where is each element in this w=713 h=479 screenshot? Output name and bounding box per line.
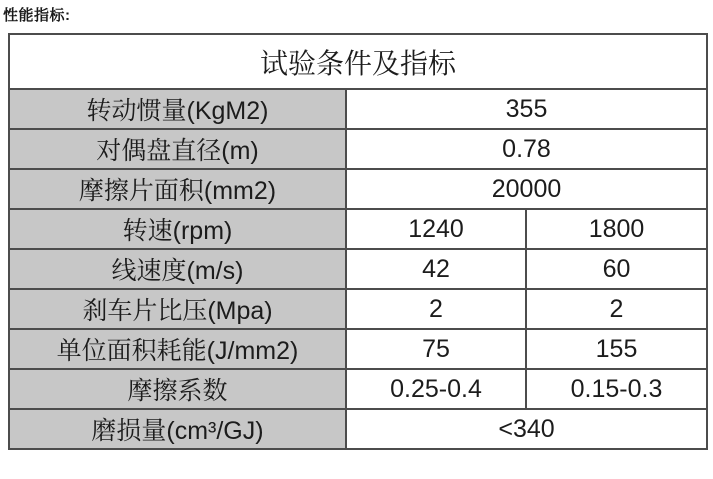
table-row bbox=[9, 289, 707, 329]
table-row bbox=[9, 169, 707, 209]
row-label: 转速(rpm) bbox=[9, 209, 346, 249]
row-label: 线速度(m/s) bbox=[9, 249, 346, 289]
row-label: 摩擦系数 bbox=[9, 369, 346, 409]
table-row bbox=[9, 369, 707, 409]
row-value: 60 bbox=[526, 249, 707, 289]
table-row bbox=[9, 409, 707, 449]
row-value: 1240 bbox=[346, 209, 526, 249]
row-value: 42 bbox=[346, 249, 526, 289]
spec-table bbox=[8, 33, 708, 450]
row-value: 1800 bbox=[526, 209, 707, 249]
row-label: 单位面积耗能(J/mm2) bbox=[9, 329, 346, 369]
table-row bbox=[9, 329, 707, 369]
table-row bbox=[9, 89, 707, 129]
row-label: 磨损量(cm³/GJ) bbox=[9, 409, 346, 449]
row-value: 75 bbox=[346, 329, 526, 369]
row-label: 转动惯量(KgM2) bbox=[9, 89, 346, 129]
row-value: <340 bbox=[346, 409, 707, 449]
row-value: 355 bbox=[346, 89, 707, 129]
row-value: 0.25-0.4 bbox=[346, 369, 526, 409]
row-value: 0.78 bbox=[346, 129, 707, 169]
row-value: 0.15-0.3 bbox=[526, 369, 707, 409]
table-row bbox=[9, 249, 707, 289]
table-row bbox=[9, 209, 707, 249]
table-title: 试验条件及指标 bbox=[9, 34, 707, 89]
row-value: 2 bbox=[526, 289, 707, 329]
row-value: 155 bbox=[526, 329, 707, 369]
row-label: 对偶盘直径(m) bbox=[9, 129, 346, 169]
page-heading: 性能指标: bbox=[3, 7, 71, 24]
row-label: 摩擦片面积(mm2) bbox=[9, 169, 346, 209]
row-value: 20000 bbox=[346, 169, 707, 209]
table-row bbox=[9, 129, 707, 169]
row-value: 2 bbox=[346, 289, 526, 329]
table-title-row bbox=[9, 34, 707, 89]
row-label: 刹车片比压(Mpa) bbox=[9, 289, 346, 329]
